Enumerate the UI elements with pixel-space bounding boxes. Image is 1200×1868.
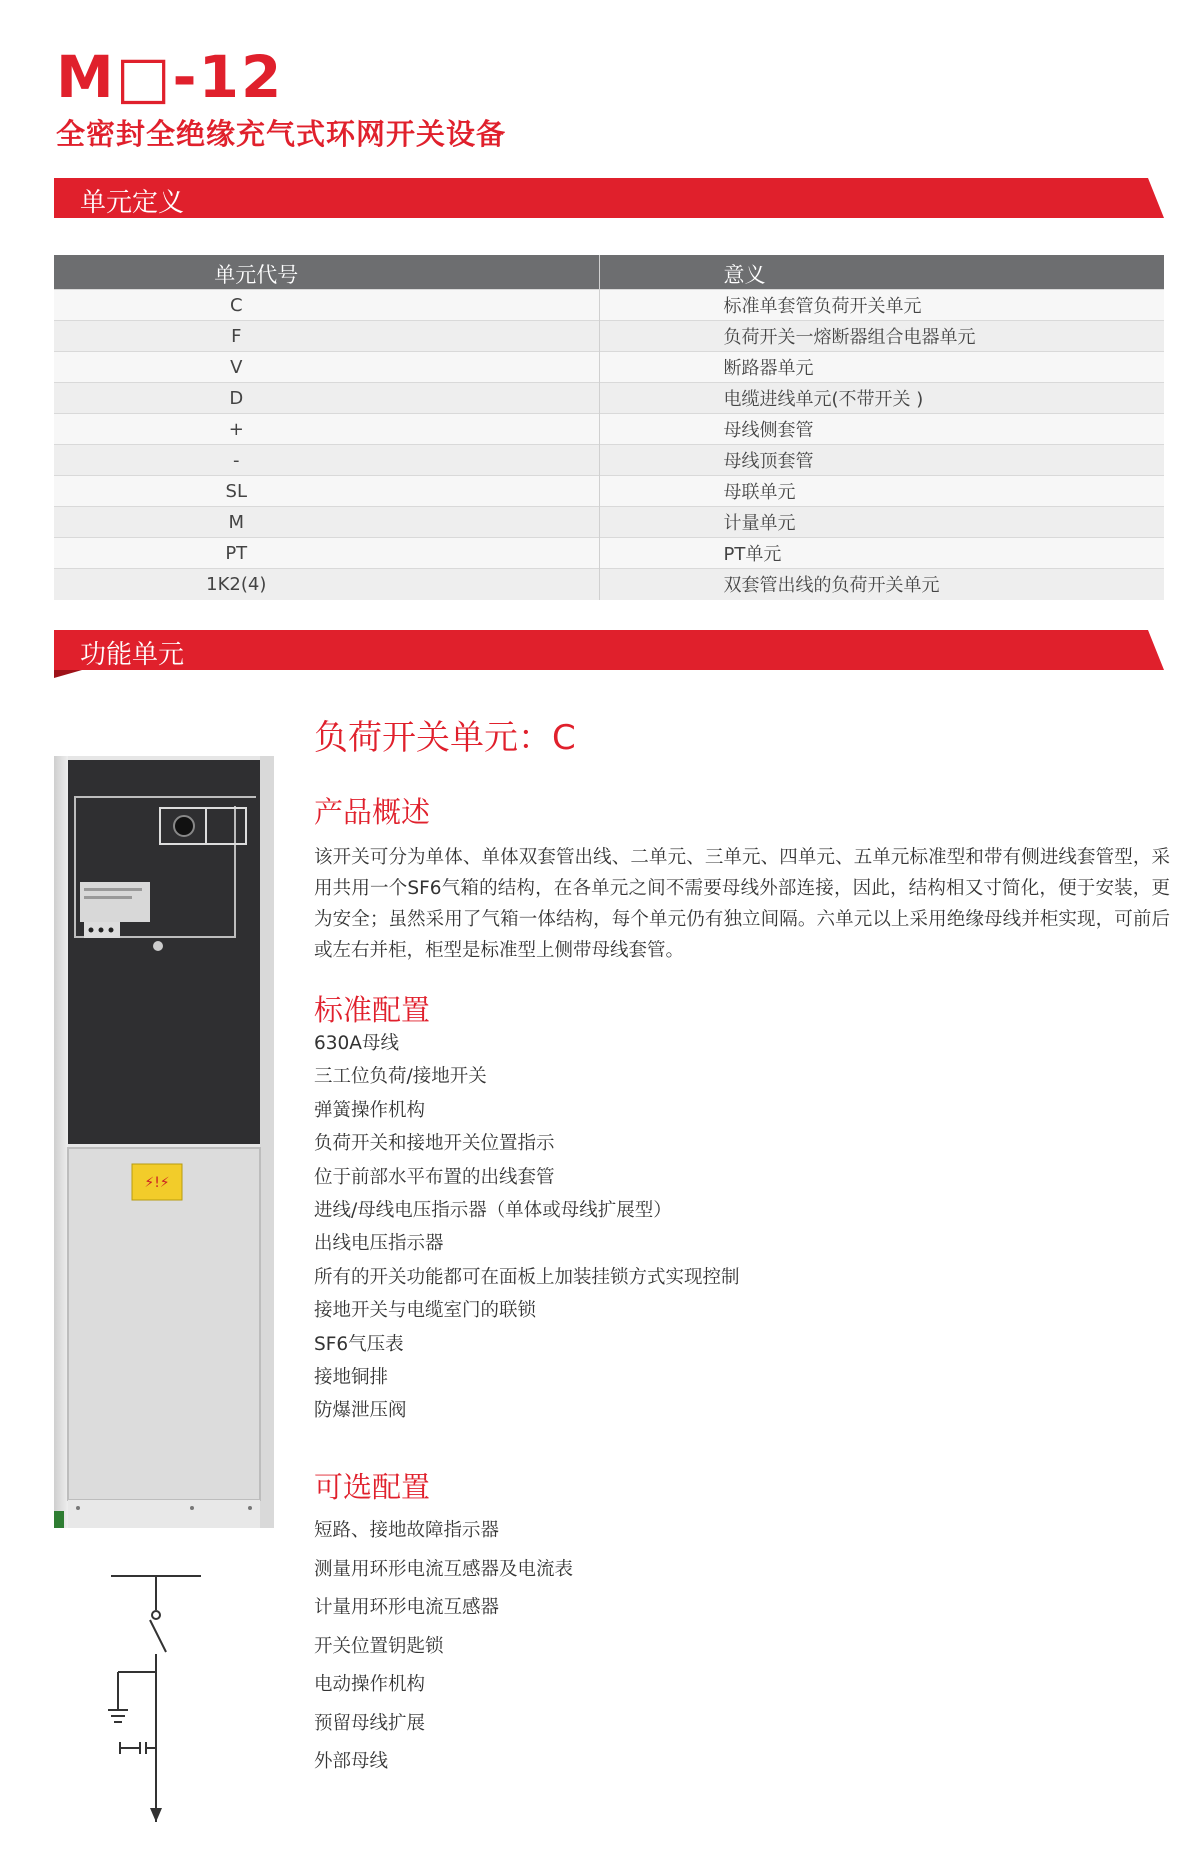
list-item: 防爆泄压阀 (314, 1400, 407, 1422)
svg-text:⚡!⚡: ⚡!⚡ (144, 1175, 170, 1191)
unit-code: - (54, 445, 599, 476)
product-subtitle: 全密封全绝缘充气式环网开关设备 (56, 117, 507, 151)
unit-meaning: 母线顶套管 (599, 445, 1164, 476)
list-item: 计量用环形电流互感器 (314, 1597, 500, 1618)
unit-code: SL (54, 476, 599, 507)
unit-meaning: 母线侧套管 (599, 414, 1164, 445)
unit-code: D (54, 383, 599, 414)
list-item: SF6气压表 (314, 1333, 404, 1355)
table-header-meaning: 意义 (599, 255, 1164, 290)
unit-meaning: 电缆进线单元(不带开关 ) (599, 383, 1164, 414)
table-row (54, 538, 1164, 569)
unit-code: C (54, 290, 599, 321)
switchgear-cabinet-image (54, 756, 274, 1528)
list-item: 测量用环形电流互感器及电流表 (314, 1558, 574, 1580)
overview-heading: 产品概述 (314, 795, 431, 829)
unit-meaning: PT单元 (599, 538, 1164, 569)
unit-code: M (54, 507, 599, 538)
table-row (54, 321, 1164, 352)
unit-code: + (54, 414, 599, 445)
unit-code: V (54, 352, 599, 383)
list-item: 出线电压指示器 (314, 1233, 444, 1255)
optional-config-list (314, 1512, 573, 1782)
table-row (54, 414, 1164, 445)
table-header-row (54, 255, 1164, 290)
unit-meaning: 计量单元 (599, 507, 1164, 538)
section-banner-function-unit (54, 630, 1164, 670)
list-item: 负荷开关和接地开关位置指示 (314, 1133, 555, 1155)
unit-meaning: 断路器单元 (599, 352, 1164, 383)
unit-meaning: 标准单套管负荷开关单元 (599, 290, 1164, 321)
single-line-diagram (106, 1572, 216, 1832)
list-item: 位于前部水平布置的出线套管 (314, 1166, 555, 1188)
table-header-code: 单元代号 (54, 255, 599, 290)
table-row (54, 383, 1164, 414)
unit-code: 1K2(4) (54, 569, 599, 600)
unit-code: PT (54, 538, 599, 569)
unit-title: 负荷开关单元：C (314, 718, 576, 758)
unit-meaning: 双套管出线的负荷开关单元 (599, 569, 1164, 600)
table-row (54, 290, 1164, 321)
list-item: 630A母线 (314, 1033, 399, 1054)
optional-config-heading: 可选配置 (314, 1470, 431, 1504)
table-row (54, 569, 1164, 600)
table-row (54, 352, 1164, 383)
banner-label: 功能单元 (80, 640, 185, 670)
section-banner-unit-definition (54, 178, 1164, 218)
unit-definition-table (54, 255, 1164, 600)
list-item: 开关位置钥匙锁 (314, 1635, 444, 1657)
table-row (54, 445, 1164, 476)
unit-meaning: 母联单元 (599, 476, 1164, 507)
banner-shape (54, 630, 1164, 678)
table-row (54, 476, 1164, 507)
standard-config-heading: 标准配置 (314, 993, 431, 1027)
table-row (54, 507, 1164, 538)
list-item: 电动操作机构 (314, 1674, 426, 1695)
list-item: 所有的开关功能都可在面板上加装挂锁方式实现控制 (314, 1266, 740, 1288)
product-title: M□-12 (56, 43, 284, 111)
list-item: 预留母线扩展 (314, 1712, 426, 1734)
banner-label: 单元定义 (80, 188, 185, 218)
list-item: 接地铜排 (314, 1366, 389, 1388)
banner-shape (54, 178, 1164, 218)
overview-paragraph: 该开关可分为单体、单体双套管出线、二单元、三单元、四单元、五单元标准型和带有侧进线套管型，采用共用一个SF6气箱的结构，在各单元之间不需要母线外部连接，因此，结构相又寸简化，便于安装，更为安全；虽然采用了气箱一体结构，每个单元仍有独立间隔。六单元以上采用绝缘母线并柜实现，可前后或左右并柜，柜型是标准型上侧带母线套管。 (314, 847, 1170, 961)
list-item: 进线/母线电压指示器（单体或母线扩展型） (314, 1199, 672, 1221)
standard-config-list (314, 1027, 740, 1428)
list-item: 三工位负荷/接地开关 (314, 1066, 487, 1088)
unit-code: F (54, 321, 599, 352)
list-item: 接地开关与电缆室门的联锁 (314, 1300, 537, 1322)
list-item: 弹簧操作机构 (314, 1099, 426, 1121)
list-item: 短路、接地故障指示器 (314, 1520, 500, 1541)
list-item: 外部母线 (314, 1751, 389, 1772)
unit-meaning: 负荷开关一熔断器组合电器单元 (599, 321, 1164, 352)
